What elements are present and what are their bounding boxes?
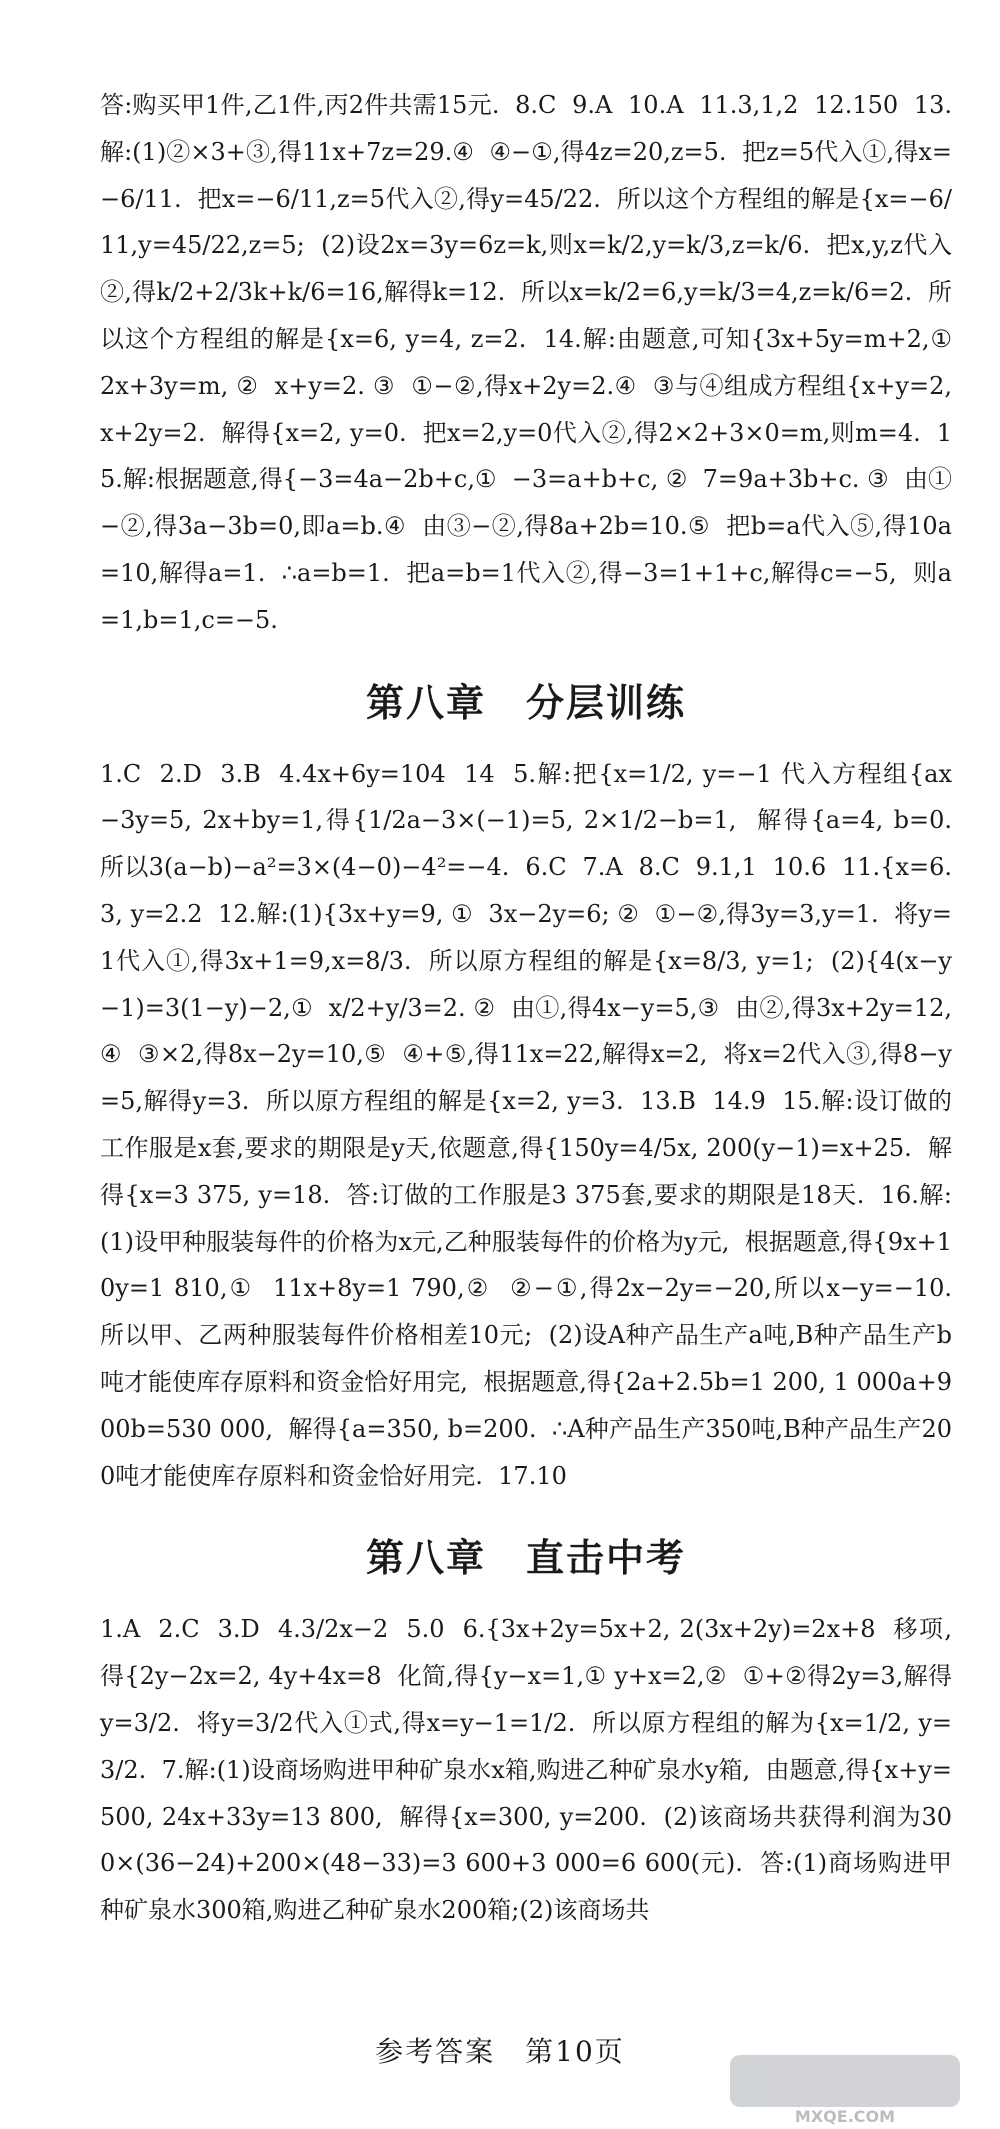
answers-section-previous: 答:购买甲1件,乙1件,丙2件共需15元. 8.C 9.A 10.A 11.3,1,2 12.150 13.解:(1)②×3+③,得11x+7z=29.④ ④−①,得4z=20,z=5. 把z=5代入①,得x=−6/11. 把x=−6/11,z=5代入②,得y=45/22. 所以这个方程组的解是{x=−6/11,y=45/22,z=5; (2)设2x=3y=6z=k,则x=k/2,y=k/3,z=k/6. 把x,y,z代入②,得k/2+2/3k+k/6=16,解得k=12. 所以x=k/2=6,y=k/3=4,z=k/6=2. 所以这个方程组的解是{x=6, y=4, z=2. 14.解:由题意,可知{3x+5y=m+2,① 2x+3y=m, ② x+y=2. ③ ①−②,得x+2y=2.④ ③与④组成方程组{x+y=2, x+2y=2. 解得{x=2, y=0. 把x=2,y=0代入②,得2×2+3×0=m,则m=4. 15.解:根据题意,得{−3=4a−2b+c,① −3=a+b+c, ② 7=9a+3b+c. ③ 由①−②,得3a−3b=0,即a=b.④ 由③−②,得8a+2b=10.⑤ 把b=a代入⑤,得10a=10,解得a=1. ∴a=b=1. 把a=b=1代入②,得−3=1+1+c,解得c=−5, 则a=1,b=1,c=−5. [100, 91, 968, 634]
answers-section-layered-training: 1.C 2.D 3.B 4.4x+6y=104 14 5.解:把{x=1/2, y=−1 代入方程组{ax−3y=5, 2x+by=1,得{1/2a−3×(−1)=5, 2×1/2−b=1, 解得{a=4, b=0. 所以3(a−b)−a²=3×(4−0)−4²=−4. 6.C 7.A 8.C 9.1,1 10.6 11.{x=6.3, y=2.2 12.解:(1){3x+y=9, ① 3x−2y=6; ② ①−②,得3y=3,y=1. 将y=1代入①,得3x+1=9,x=8/3. 所以原方程组的解是{x=8/3, y=1; (2){4(x−y−1)=3(1−y)−2,① x/2+y/3=2. ② 由①,得4x−y=5,③ 由②,得3x+2y=12,④ ③×2,得8x−2y=10,⑤ ④+⑤,得11x=22,解得x=2, 将x=2代入③,得8−y=5,解得y=3. 所以原方程组的解是{x=2, y=3. 13.B 14.9 15.解:设订做的工作服是x套,要求的期限是y天,依题意,得{150y=4/5x, 200(y−1)=x+25. 解得{x=3 375, y=18. 答:订做的工作服是3 375套,要求的期限是18天. 16.解:(1)设甲种服装每件的价格为x元,乙种服装每件的价格为y元, 根据题意,得{9x+10y=1 810,① 11x+8y=1 790,② ②−①,得2x−2y=−20,所以x−y=−10. 所以甲、乙两种服装每件价格相差10元; (2)设A种产品生产a吨,B种产品生产b吨才能使库存原料和资金恰好用完, 根据题意,得{2a+2.5b=1 200, 1 000a+900b=530 000, 解得{a=350, b=200. ∴A种产品生产350吨,B种产品生产200吨才能使库存原料和资金恰好用完. 17.10 [100, 759, 968, 1490]
answers-section-exam-practice: 1.A 2.C 3.D 4.3/2x−2 5.0 6.{3x+2y=5x+2, 2(3x+2y)=2x+8 移项,得{2y−2x=2, 4y+4x=8 化简,得{y−x=1,① y+x=2,② ①+②得2y=3,解得y=3/2. 将y=3/2代入①式,得x=y−1=1/2. 所以原方程组的解为{x=1/2, y=3/2. 7.解:(1)设商场购进甲种矿泉水x箱,购进乙种矿泉水y箱, 由题意,得{x+y=500, 24x+33y=13 800, 解得{x=300, y=200. (2)该商场共获得利润为300×(36−24)+200×(48−33)=3 600+3 000=6 600(元). 答:(1)商场购进甲种矿泉水300箱,购进乙种矿泉水200箱;(2)该商场共 [100, 1615, 952, 1925]
watermark-ribbon-icon [730, 2055, 960, 2107]
chapter-heading-layered-training: 第八章 分层训练 [365, 680, 686, 725]
watermark-site-text: MXQE.COM [794, 2107, 896, 2126]
watermark-logo [730, 2055, 960, 2125]
page-footer: 参考答案 第10页 [375, 2035, 625, 2068]
chapter-heading-exam-practice: 第八章 直击中考 [365, 1536, 686, 1581]
